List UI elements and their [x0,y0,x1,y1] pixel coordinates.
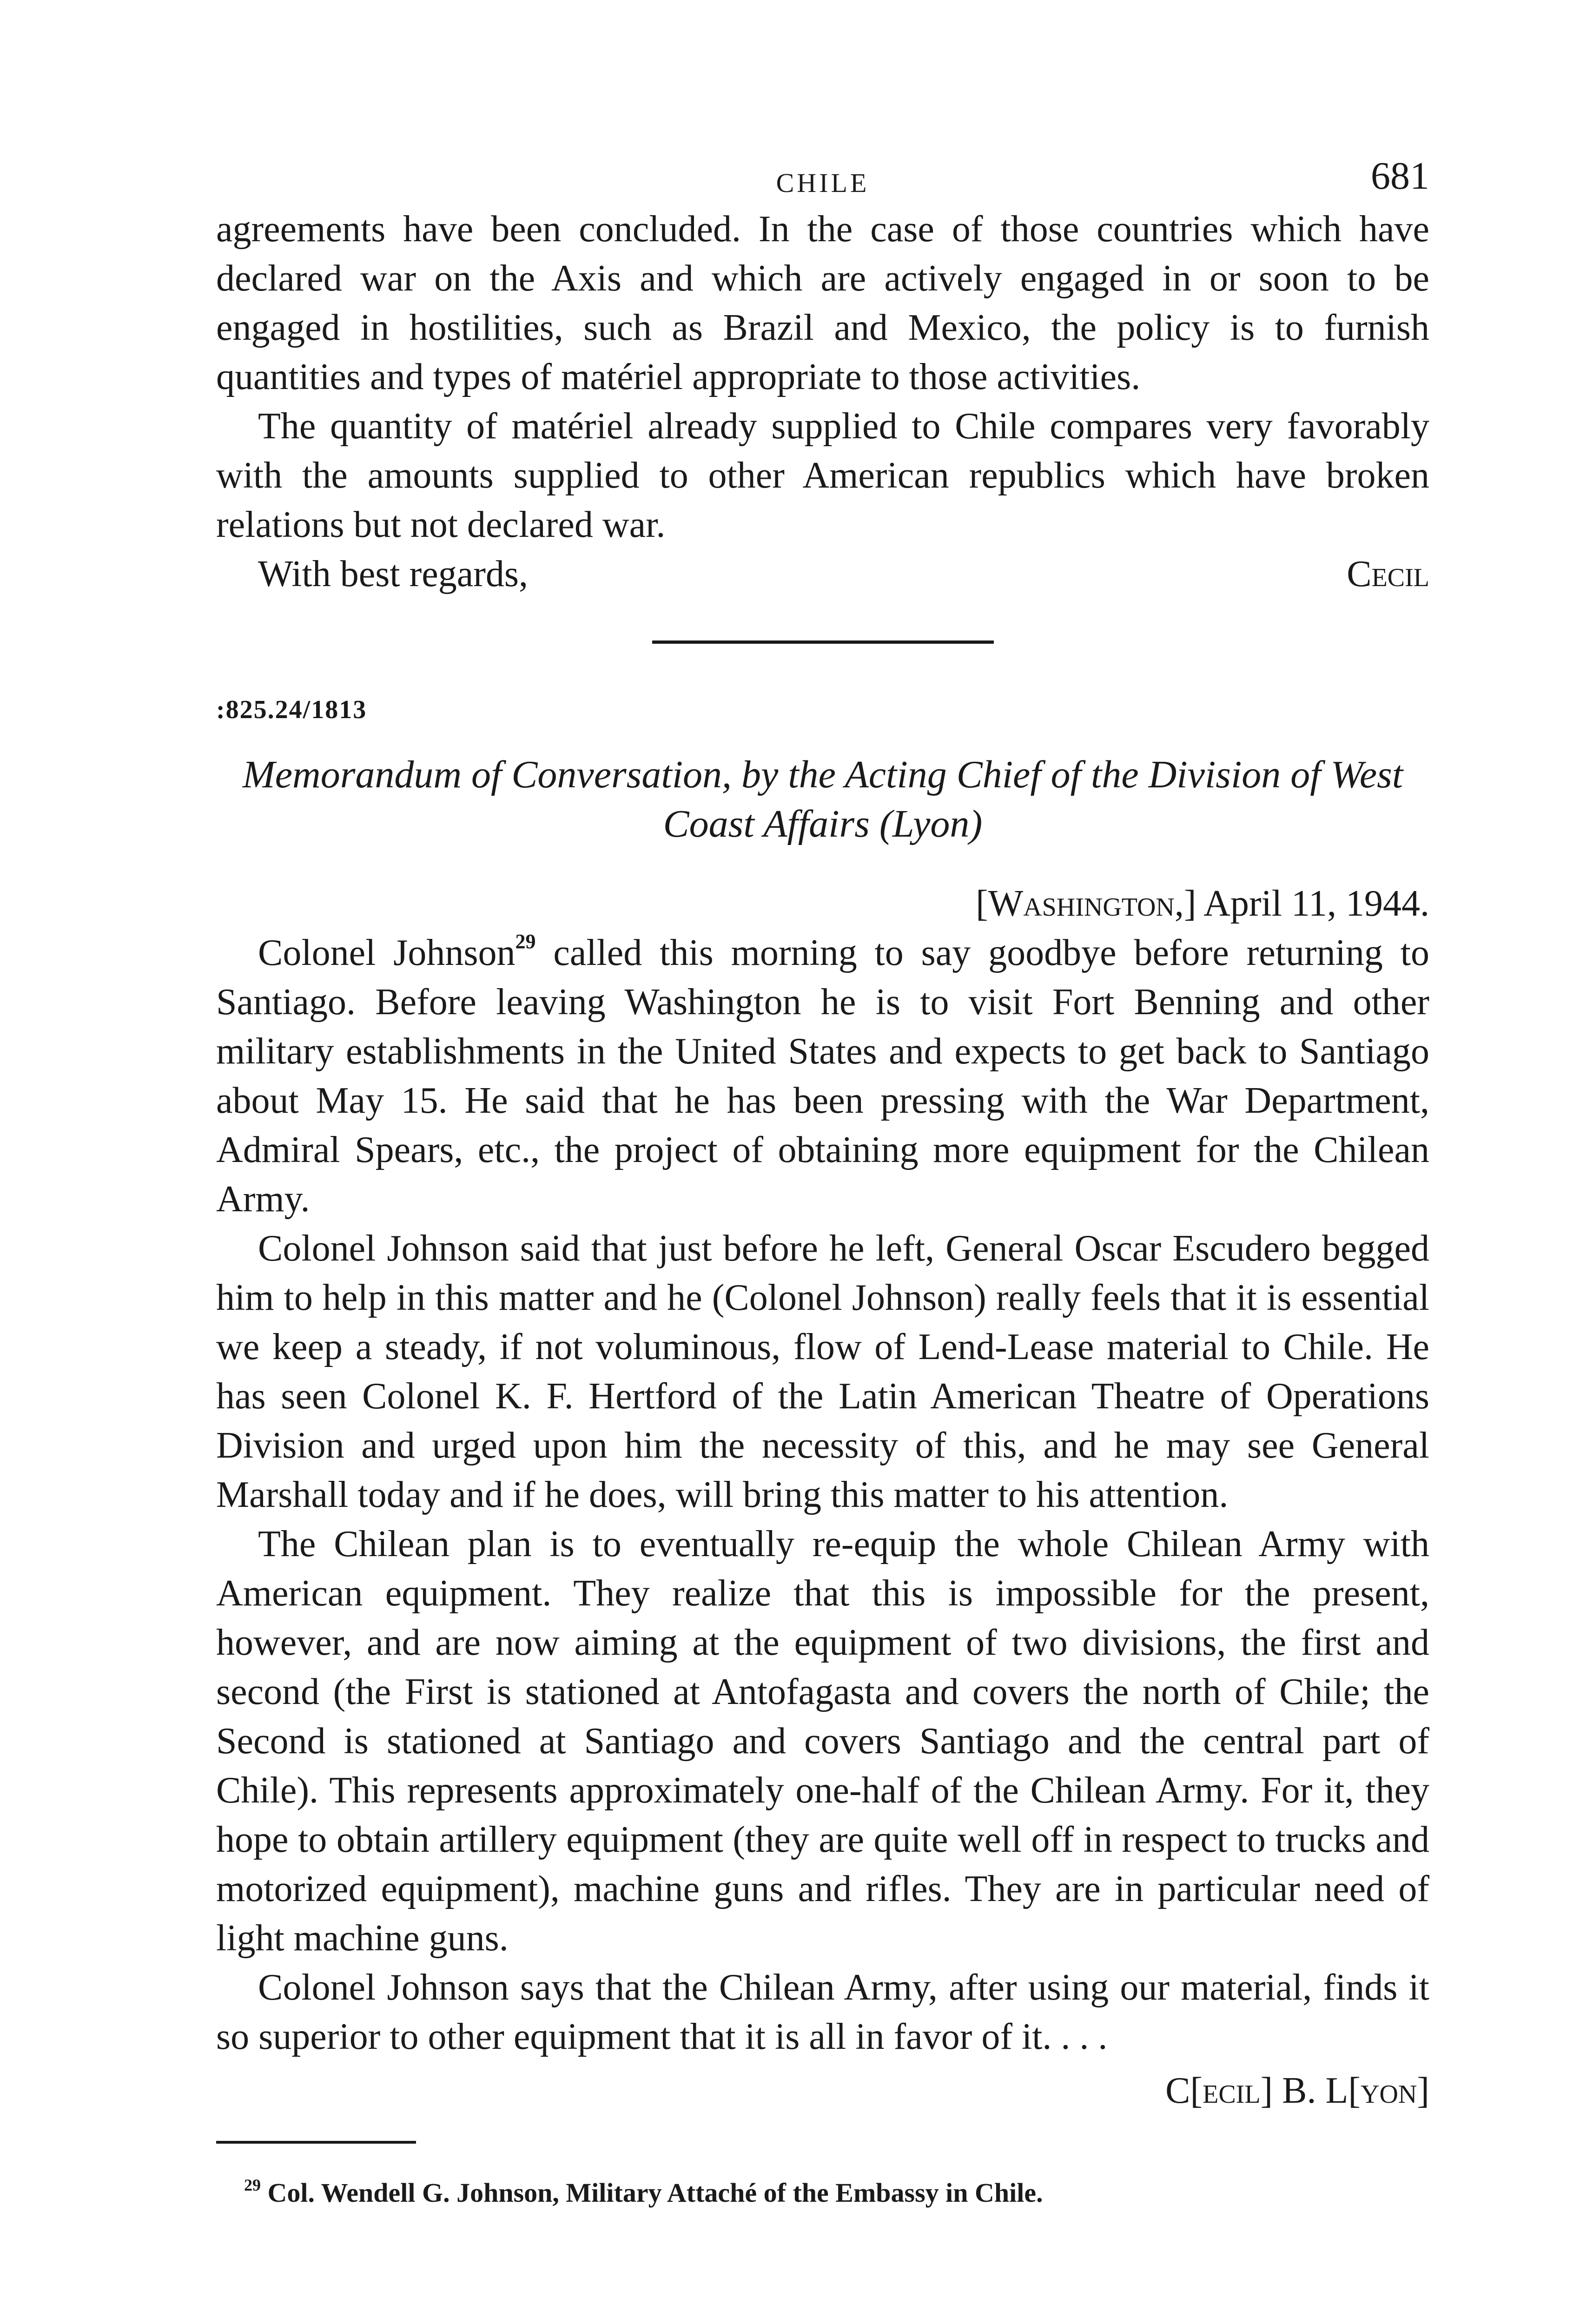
file-number: :825.24/1813 [216,695,367,724]
paragraph: Colonel Johnson says that the Chilean Army, after using our material, finds it so superior to other equipment that it is all in favor of it. . . . [216,1967,1429,2057]
closing-text: With best regards, [258,554,529,594]
document-title: Memorandum of Conversation, by the Acting Chief of the Division of West Coast Affairs (Lyon) [242,753,1403,845]
paragraph-continued: agreements have been concluded. In the case of those countries which have declared war on the Axis and which are actively engaged in or soon to be engaged in hostilities, such as Brazil and Mexico, the policy is to furnish quantities and types of matériel appropriate to those activities. [216,209,1429,397]
dateline-place: [Washington,] [976,883,1196,924]
page-number: 681 [1371,154,1429,198]
footnote-number: 29 [244,2176,261,2194]
dateline-date: April 11, 1944. [1203,883,1429,924]
section-divider [652,640,994,644]
signature: Cecil [1347,554,1429,594]
footnote [216,2176,1429,2210]
paragraph: The quantity of matériel already supplied to Chile compares very favorably with the amounts supplied to other American republics which have broken relations but not declared war. [216,406,1429,545]
dateline [216,879,1429,928]
running-head [216,153,1429,205]
paragraph-text: called this morning to say goodbye before returning to Santiago. Before leaving Washington he is to visit Fort Benning and other military establishments in the United States and expects to get back to Santiago about May 15. He said that he has been pressing with the War Department, Admiral Spears, etc., the project of obtaining more equipment for the Chilean Army. [216,932,1429,1220]
paragraph-lead: Colonel Johnson [258,932,516,973]
page [216,153,1429,2210]
running-title: CHILE [776,168,870,198]
letter-closing [216,549,1429,599]
paragraph [216,928,1429,1224]
footnote-rule [216,2141,416,2144]
paragraph: The Chilean plan is to eventually re-equip the whole Chilean Army with American equipment. They realize that this is impossible for the present, however, and are now aiming at the equipment of two divisions, the first and second (the First is stationed at Antofagasta and covers the north of Chile; the Second is stationed at Santiago and covers Santiago and the central part of Chile). This represents approximately one-half of the Chilean Army. For it, they hope to obtain artillery equipment (they are quite well off in respect to trucks and motorized equipment), machine guns and rifles. They are in particular need of light machine guns. [216,1524,1429,1959]
memorandum-signature: C[ecil] B. L[yon] [1165,2070,1429,2111]
footnote-text: Col. Wendell G. Johnson, Military Attaché of the Embassy in Chile. [267,2178,1043,2208]
paragraph: Colonel Johnson said that just before he left, General Oscar Escudero begged him to help in this matter and he (Colonel Johnson) really feels that it is essential we keep a steady, if not voluminous, flow of Lend-Lease material to Chile. He has seen Colonel K. F. Hertford of the Latin American Theatre of Operations Division and urged upon him the necessity of this, and he may see General Marshall today and if he does, will bring this matter to his attention. [216,1228,1429,1515]
footnote-reference: 29 [515,930,536,953]
